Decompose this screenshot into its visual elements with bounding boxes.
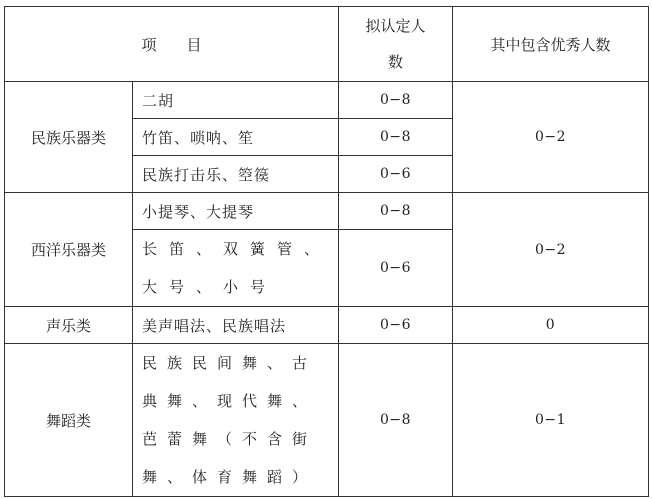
excellent-cell: 0 xyxy=(453,307,649,344)
allowed-cell: 0−6 xyxy=(339,307,453,344)
allowed-cell: 0−6 xyxy=(339,156,453,193)
category-cell: 西洋乐器类 xyxy=(5,193,133,307)
category-cell: 声乐类 xyxy=(5,307,133,344)
excellent-cell: 0−2 xyxy=(453,193,649,307)
header-allowed-count: 拟认定人 数 xyxy=(339,7,453,82)
header-item: 项目 xyxy=(5,7,339,82)
allowed-cell: 0−8 xyxy=(339,119,453,156)
category-cell: 舞蹈类 xyxy=(5,344,133,497)
excellent-cell: 0−2 xyxy=(453,82,649,193)
item-cell: 长笛、双簧管、大号、小号 xyxy=(133,230,339,307)
category-cell: 民族乐器类 xyxy=(5,82,133,193)
item-cell: 小提琴、大提琴 xyxy=(133,193,339,230)
header-excellent-count: 其中包含优秀人数 xyxy=(453,7,649,82)
item-cell: 二胡 xyxy=(133,82,339,119)
item-cell: 民族民间舞、古典舞、现代舞、芭蕾舞（不含街舞、体育舞蹈） xyxy=(133,344,339,497)
header-row xyxy=(5,7,649,82)
allowed-cell: 0−8 xyxy=(339,193,453,230)
table-row xyxy=(5,307,649,344)
table-row xyxy=(5,344,649,497)
item-cell: 竹笛、唢呐、笙 xyxy=(133,119,339,156)
excellent-cell: 0−1 xyxy=(453,344,649,497)
allowed-cell: 0−6 xyxy=(339,230,453,307)
item-cell: 民族打击乐、箜篌 xyxy=(133,156,339,193)
allowed-cell: 0−8 xyxy=(339,82,453,119)
allowed-cell: 0−8 xyxy=(339,344,453,497)
table-row xyxy=(5,82,649,119)
quota-table xyxy=(4,6,649,497)
item-cell: 美声唱法、民族唱法 xyxy=(133,307,339,344)
table-row xyxy=(5,193,649,230)
